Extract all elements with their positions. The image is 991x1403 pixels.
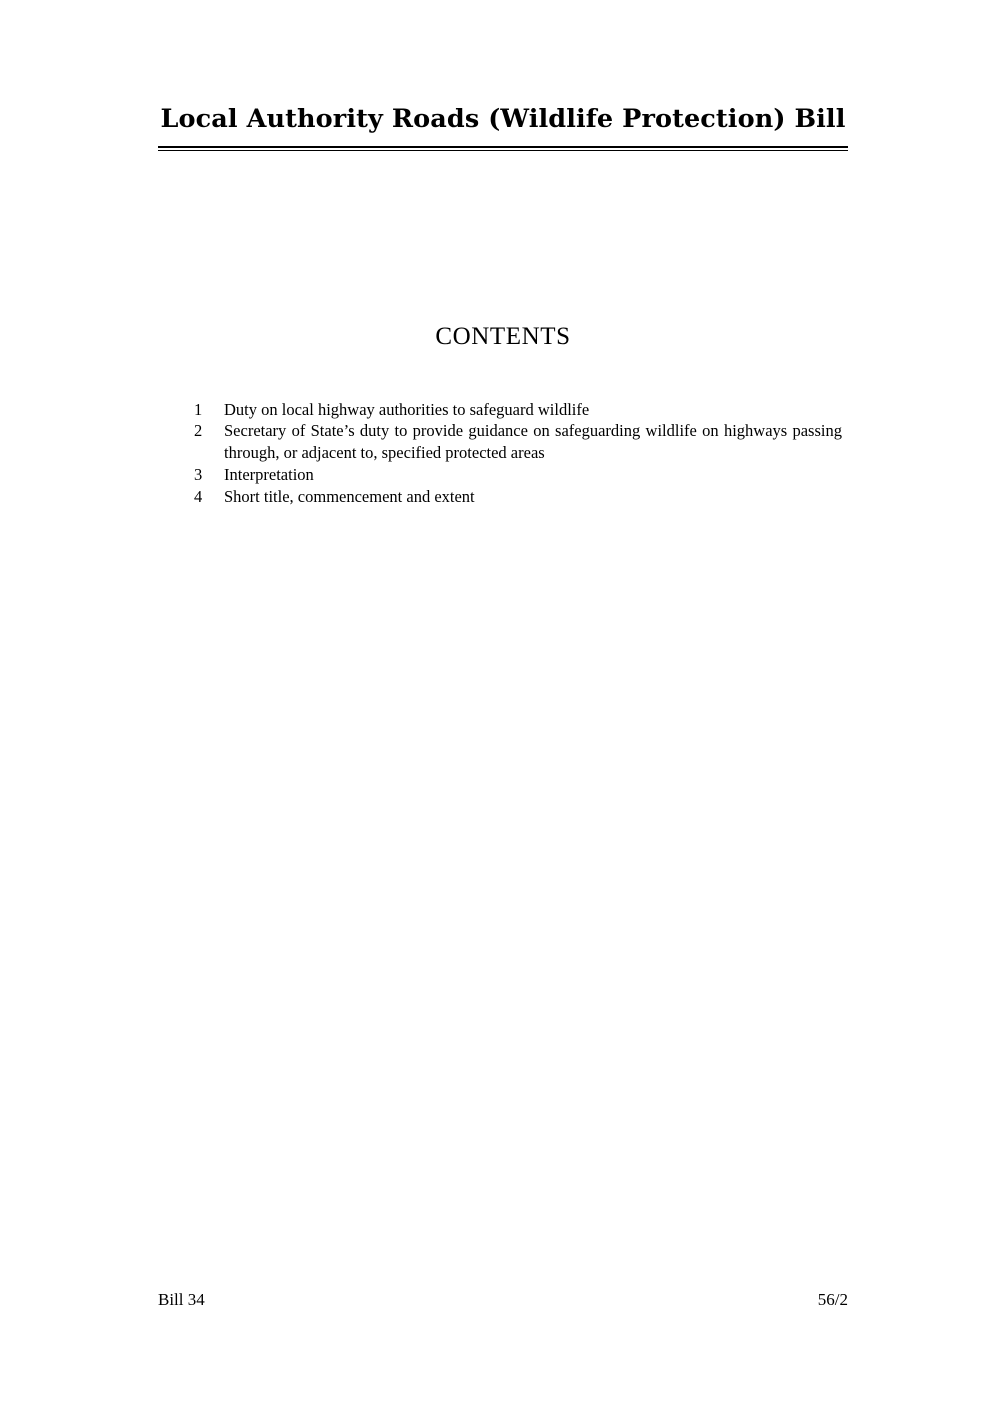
toc-item-label: Short title, commencement and extent <box>224 486 475 506</box>
page-title: Local Authority Roads (Wildlife Protection) Bill <box>160 104 846 134</box>
page-footer <box>158 1290 848 1310</box>
toc-item-number: 4 <box>194 486 203 506</box>
footer-bill-number: Bill 34 <box>158 1290 205 1309</box>
toc-item-label: Duty on local highway authorities to safeguard wildlife <box>224 399 590 419</box>
list-item <box>194 420 842 464</box>
page-content <box>158 0 848 1403</box>
contents-heading: CONTENTS <box>435 322 571 350</box>
toc-item-number: 1 <box>194 399 203 419</box>
table-of-contents <box>158 351 848 508</box>
footer-session-number: 56/2 <box>817 1290 848 1309</box>
toc-item-label: Interpretation <box>224 464 314 484</box>
list-item <box>194 486 842 508</box>
toc-item-number: 3 <box>194 464 203 484</box>
toc-item-number: 2 <box>194 421 203 441</box>
list-item <box>194 399 842 421</box>
toc-item-label: Secretary of State’s duty to provide guidance on safeguarding wildlife on highways passing through, or adjacent to, specified protected areas <box>224 421 842 463</box>
list-item <box>194 464 842 486</box>
